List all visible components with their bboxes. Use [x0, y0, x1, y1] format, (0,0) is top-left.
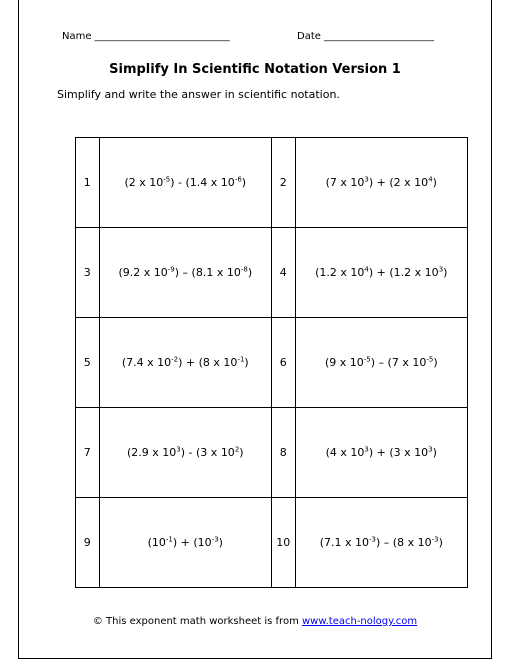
expression-text: ) - (1.4 x 10: [170, 176, 235, 189]
problem-number: 4: [271, 228, 295, 318]
table-row: [76, 318, 468, 408]
expression-text: (7 x 10: [325, 176, 365, 189]
expression-text: ) + (8 x 10: [178, 356, 238, 369]
expression-text: ) – (8.1 x 10: [174, 266, 241, 279]
date-field-line: Date ______________________: [297, 31, 435, 42]
expression-text: (10: [147, 536, 166, 549]
problem-expression: [99, 408, 271, 498]
name-field-line: Name ___________________________: [62, 31, 230, 42]
problem-expression: [295, 138, 467, 228]
expression-text: ) - (3 x 10: [180, 446, 235, 459]
problem-expression: [295, 318, 467, 408]
exponent: -6: [234, 175, 242, 184]
problems-table: [75, 137, 468, 588]
expression-text: (9.2 x 10: [118, 266, 168, 279]
exponent: -8: [240, 265, 248, 274]
exponent: -9: [167, 265, 175, 274]
expression-text: ) – (7 x 10: [370, 356, 427, 369]
expression-text: ) + (3 x 10: [368, 446, 429, 459]
expression-text: (7.4 x 10: [121, 356, 172, 369]
expression-text: ): [244, 356, 249, 369]
expression-text: ): [241, 176, 247, 189]
expression-text: ): [247, 266, 253, 279]
exponent: 3: [176, 445, 181, 454]
expression-text: ) + (10: [172, 536, 212, 549]
expression-text: (2 x 10: [124, 176, 164, 189]
expression-text: ): [432, 176, 437, 189]
expression-text: ): [443, 266, 448, 279]
problem-number: 3: [76, 228, 100, 318]
problem-number: 1: [76, 138, 100, 228]
expression-text: ) + (2 x 10: [368, 176, 429, 189]
problem-expression: [99, 138, 271, 228]
problem-number: 5: [76, 318, 100, 408]
problem-number: 2: [271, 138, 295, 228]
expression-text: (2.9 x 10: [127, 446, 177, 459]
problem-expression: [295, 498, 467, 588]
footer-text: © This exponent math worksheet is from: [92, 616, 302, 627]
problem-expression: [99, 498, 271, 588]
expression-text: ): [432, 446, 437, 459]
expression-text: ) + (1.2 x 10: [368, 266, 439, 279]
problem-expression: [295, 228, 467, 318]
table-row: [76, 228, 468, 318]
problem-number: 10: [271, 498, 295, 588]
expression-text: ): [438, 536, 443, 549]
footer-link[interactable]: www.teach-nology.com: [301, 616, 418, 627]
exponent: 4: [364, 265, 369, 274]
problem-expression: [99, 228, 271, 318]
problem-number: 7: [76, 408, 100, 498]
problem-expression: [295, 408, 467, 498]
table-row: [76, 408, 468, 498]
exponent: 4: [428, 175, 433, 184]
expression-text: (4 x 10: [325, 446, 365, 459]
exponent: -5: [163, 175, 171, 184]
exponent: -3: [211, 535, 219, 544]
table-row: [76, 498, 468, 588]
worksheet-page: [18, 0, 492, 659]
exponent: -3: [431, 535, 439, 544]
exponent: -3: [369, 535, 376, 544]
exponent: -1: [165, 535, 173, 544]
expression-text: ): [218, 536, 223, 549]
expression-text: (1.2 x 10: [315, 266, 365, 279]
footer: [19, 616, 491, 627]
exponent: -1: [237, 355, 245, 364]
exponent: 3: [364, 445, 369, 454]
expression-text: (7.1 x 10: [319, 536, 370, 549]
page-title: Simplify In Scientific Notation Version 1: [109, 62, 401, 77]
problem-number: 8: [271, 408, 295, 498]
exponent: 3: [364, 175, 369, 184]
expression-text: ): [433, 356, 438, 369]
exponent: -2: [171, 355, 179, 364]
exponent: 3: [428, 445, 433, 454]
problem-number: 9: [76, 498, 100, 588]
problem-expression: [99, 318, 271, 408]
exponent: -5: [363, 355, 371, 364]
exponent: 2: [234, 445, 240, 454]
instructions: Simplify and write the answer in scientific notation.: [57, 88, 340, 101]
expression-text: (9 x 10: [324, 356, 364, 369]
problem-number: 6: [271, 318, 295, 408]
expression-text: ): [239, 446, 244, 459]
exponent: 3: [438, 265, 444, 274]
expression-text: ) – (8 x 10: [376, 536, 432, 549]
table-row: [76, 138, 468, 228]
exponent: -5: [426, 355, 434, 364]
